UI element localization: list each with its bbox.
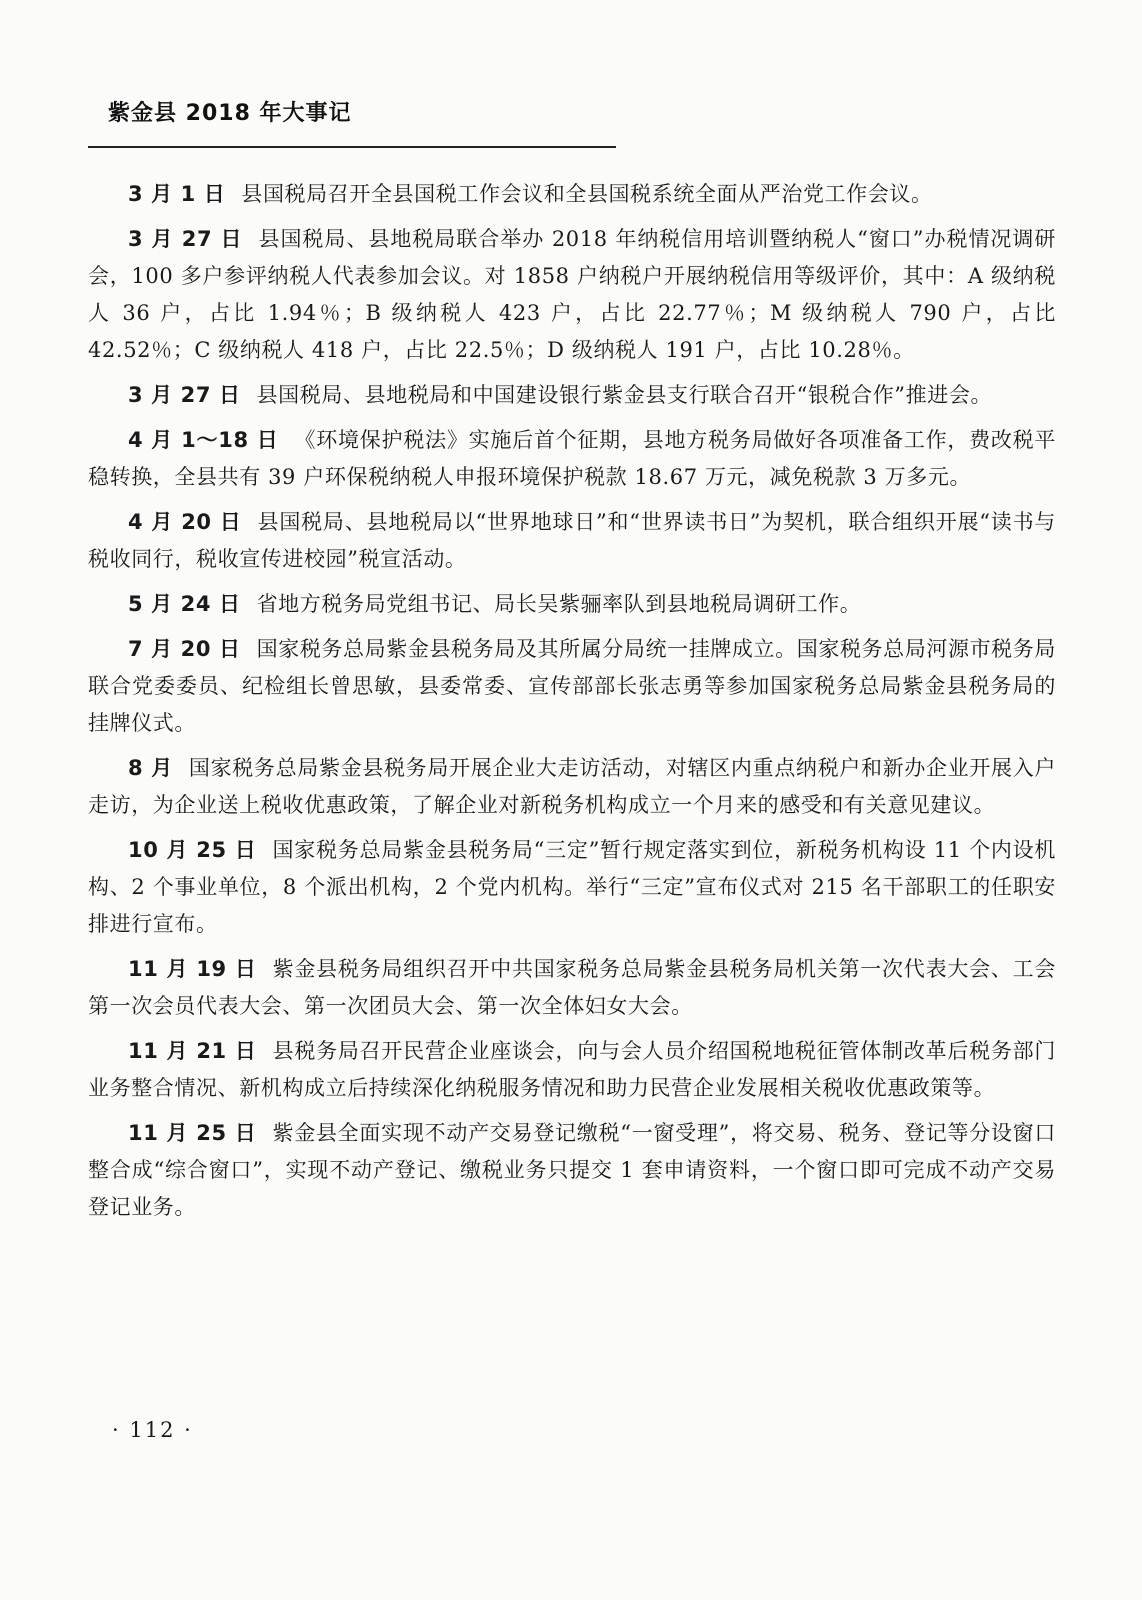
entry-date: 8 月 xyxy=(128,756,173,780)
entry-text: 县税务局召开民营企业座谈会，向与会人员介绍国税地税征管体制改革后税务部门业务整合情况、新机构成立后持续深化纳税服务情况和助力民营企业发展相关税收优惠政策等。 xyxy=(88,1039,1056,1100)
chronicle-body xyxy=(88,176,1056,1234)
entry-text: 紫金县全面实现不动产交易登记缴税“一窗受理”，将交易、税务、登记等分设窗口整合成“综合窗口”，实现不动产登记、缴税业务只提交 1 套申请资料，一个窗口即可完成不动产交易登记业务。 xyxy=(88,1121,1057,1219)
entry-text: 紫金县税务局组织召开中共国家税务总局紫金县税务局机关第一次代表大会、工会第一次会员代表大会、第一次团员大会、第一次全体妇女大会。 xyxy=(88,957,1056,1018)
chronicle-entry xyxy=(88,504,1056,578)
chronicle-entry xyxy=(88,1115,1056,1226)
chronicle-entry xyxy=(88,176,1056,213)
chronicle-entry xyxy=(88,221,1056,369)
entry-text: 省地方税务局党组书记、局长吴紫骊率队到县地税局调研工作。 xyxy=(256,592,862,616)
entry-date: 4 月 1～18 日 xyxy=(128,428,279,452)
entry-text: 县国税局、县地税局联合举办 2018 年纳税信用培训暨纳税人“窗口”办税情况调研会，100 多户参评纳税人代表参加会议。对 1858 户纳税户开展纳税信用等级评价，其中：A 级纳税人 36 户，占比 1.94％；B 级纳税人 423 户，占比 22.77％；M 级纳税人 790 户，占比 42.52％；C 级纳税人 418 户，占比 22.5％；D 级纳税人 191 户，占比 10.28％。 xyxy=(88,227,1056,362)
entry-text: 国家税务总局紫金县税务局开展企业大走访活动，对辖区内重点纳税户和新办企业开展入户走访，为企业送上税收优惠政策，了解企业对新税务机构成立一个月来的感受和有关意见建议。 xyxy=(88,756,1056,817)
chronicle-entry xyxy=(88,631,1056,742)
entry-text: 县国税局、县地税局以“世界地球日”和“世界读书日”为契机，联合组织开展“读书与税收同行，税收宣传进校园”税宣活动。 xyxy=(88,510,1056,571)
entry-date: 11 月 19 日 xyxy=(128,957,257,981)
chronicle-entry xyxy=(88,377,1056,414)
entry-date: 4 月 20 日 xyxy=(128,510,242,534)
entry-date: 3 月 27 日 xyxy=(128,227,243,251)
entry-date: 7 月 20 日 xyxy=(128,637,241,661)
entry-date: 11 月 25 日 xyxy=(128,1121,257,1145)
chronicle-entry xyxy=(88,1033,1056,1107)
entry-text: 县国税局、县地税局和中国建设银行紫金县支行联合召开“银税合作”推进会。 xyxy=(256,383,993,407)
chronicle-entry xyxy=(88,951,1056,1025)
chronicle-entry xyxy=(88,750,1056,824)
entry-date: 3 月 1 日 xyxy=(128,182,226,206)
header-rule xyxy=(88,146,616,148)
page-number: · 112 · xyxy=(112,1418,193,1442)
entry-date: 5 月 24 日 xyxy=(128,592,241,616)
entry-date: 10 月 25 日 xyxy=(128,838,257,862)
chronicle-entry xyxy=(88,422,1056,496)
entry-date: 11 月 21 日 xyxy=(128,1039,257,1063)
entry-text: 国家税务总局紫金县税务局“三定”暂行规定落实到位，新税务机构设 11 个内设机构、2 个事业单位，8 个派出机构，2 个党内机构。举行“三定”宣布仪式对 215 名干部职工的任职安排进行宣布。 xyxy=(88,838,1056,936)
chronicle-entry xyxy=(88,832,1056,943)
entry-text: 国家税务总局紫金县税务局及其所属分局统一挂牌成立。国家税务总局河源市税务局联合党委委员、纪检组长曾思敏，县委常委、宣传部部长张志勇等参加国家税务总局紫金县税务局的挂牌仪式。 xyxy=(88,637,1056,735)
chronicle-entry xyxy=(88,586,1056,623)
entry-date: 3 月 27 日 xyxy=(128,383,241,407)
entry-text: 县国税局召开全县国税工作会议和全县国税系统全面从严治党工作会议。 xyxy=(241,182,933,206)
running-header: 紫金县 2018 年大事记 xyxy=(108,101,352,126)
entry-text: 《环境保护税法》实施后首个征期，县地方税务局做好各项准备工作，费改税平稳转换，全县共有 39 户环保税纳税人申报环境保护税款 18.67 万元，减免税款 3 万多元。 xyxy=(88,428,1056,489)
